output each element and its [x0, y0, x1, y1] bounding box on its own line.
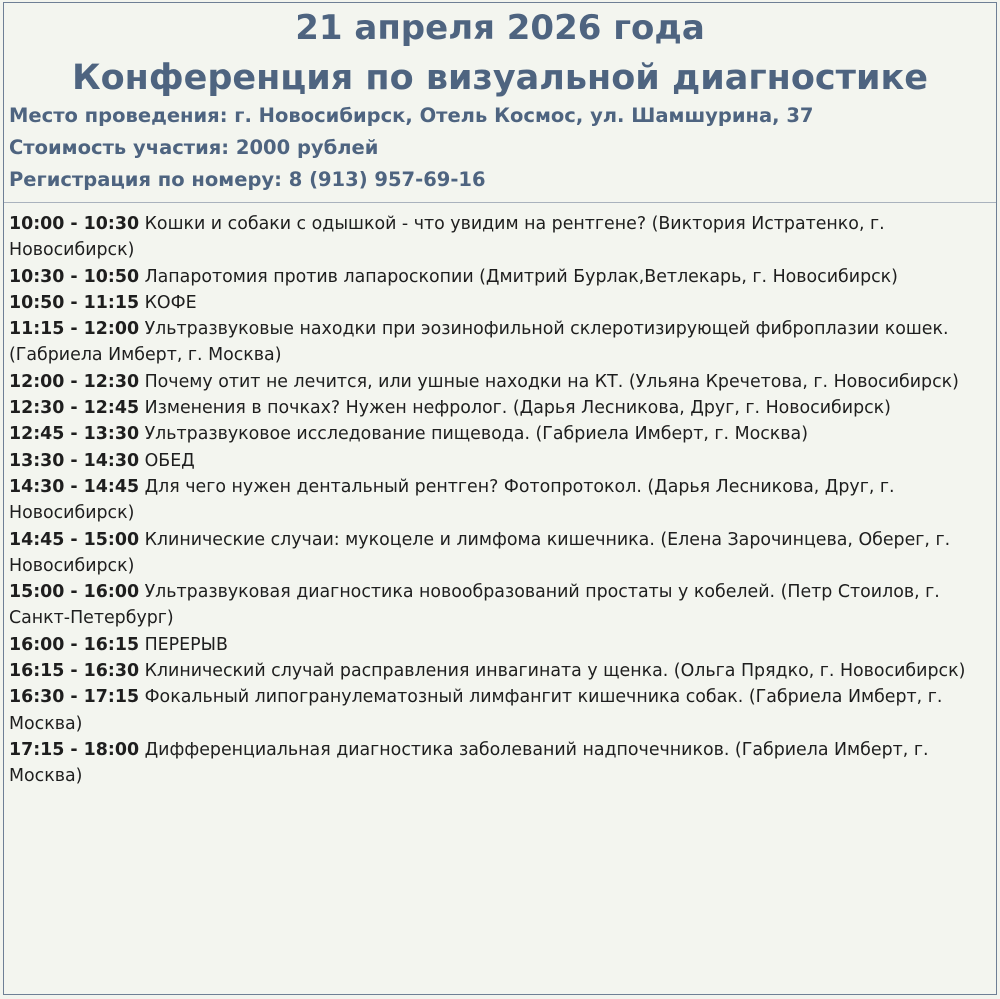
registration-line: Регистрация по номеру: 8 (913) 957-69-16 [9, 168, 486, 191]
schedule-text: Клинические случаи: мукоцеле и лимфома кишечника. (Елена Зарочинцева, Оберег, г. Новосибирск) [9, 529, 951, 576]
schedule-text: Кошки и собаки с одышкой - что увидим на рентгене? (Виктория Истратенко, г. Новосибирск) [9, 214, 885, 261]
schedule-text: Ультразвуковое исследование пищевода. (Габриела Имберт, г. Москва) [144, 424, 808, 445]
event-date: 21 апреля 2026 года [295, 8, 705, 48]
schedule-text: Клинический случай расправления инвагината у щенка. (Ольга Прядко, г. Новосибирск) [144, 661, 966, 682]
event-info [4, 100, 996, 196]
schedule-item [9, 211, 994, 264]
schedule-time: 10:30 - 10:50 [9, 266, 140, 287]
schedule-text: Лапаротомия против лапароскопии (Дмитрий Бурлак,Ветлекарь, г. Новосибирск) [144, 266, 898, 287]
schedule-time: 16:00 - 16:15 [9, 634, 140, 655]
schedule-text: Почему отит не лечится, или ушные находки на КТ. (Ульяна Кречетова, г. Новосибирск) [144, 371, 959, 392]
cost-line: Стоимость участия: 2000 рублей [9, 136, 379, 159]
schedule-time: 10:50 - 11:15 [9, 292, 140, 313]
schedule-item [9, 264, 994, 290]
schedule-item [9, 421, 994, 447]
schedule-item [9, 632, 994, 658]
schedule-item [9, 290, 994, 316]
schedule-text: КОФЕ [144, 292, 197, 313]
schedule-time: 15:00 - 16:00 [9, 582, 140, 603]
schedule-text: Дифференциальная диагностика заболеваний надпочечников. (Габриела Имберт, г. Москва) [9, 739, 929, 787]
schedule-time: 16:15 - 16:30 [9, 661, 140, 682]
schedule-item [9, 474, 994, 527]
schedule-item [9, 737, 994, 790]
schedule-item [9, 316, 994, 369]
schedule-text: Ультразвуковая диагностика новообразований простаты у кобелей. (Петр Стоилов, г. Санкт-Петербург) [9, 582, 940, 629]
schedule-time: 12:00 - 12:30 [9, 371, 140, 392]
schedule-time: 14:30 - 14:45 [9, 476, 140, 497]
schedule-text: Ультразвуковые находки при эозинофильной склеротизирующей фиброплазии кошек. (Габриела Имберт, г. Москва) [9, 319, 949, 366]
schedule-item [9, 527, 994, 580]
schedule-item [9, 579, 994, 632]
event-title: Конференция по визуальной диагностике [72, 58, 928, 98]
schedule-text: ПЕРЕРЫВ [144, 634, 228, 655]
schedule-item [9, 395, 994, 421]
schedule-item [9, 448, 994, 474]
venue-line: Место проведения: г. Новосибирск, Отель Космос, ул. Шамшурина, 37 [9, 104, 814, 127]
schedule-text: ОБЕД [144, 450, 195, 471]
schedule-text: Для чего нужен дентальный рентген? Фотопротокол. (Дарья Лесникова, Друг, г. Новосибирск) [9, 476, 895, 524]
schedule-time: 13:30 - 14:30 [9, 450, 140, 471]
schedule-item [9, 658, 994, 684]
schedule-text: Фокальный липогранулематозный лимфангит кишечника собак. (Габриела Имберт, г. Москва) [9, 687, 943, 734]
schedule-time: 12:45 - 13:30 [9, 424, 140, 445]
conference-flyer [3, 2, 997, 995]
flyer-header [4, 7, 996, 100]
schedule-time: 12:30 - 12:45 [9, 398, 140, 419]
schedule-item [9, 684, 994, 737]
schedule-list [4, 203, 996, 790]
schedule-time: 16:30 - 17:15 [9, 687, 140, 708]
schedule-text: Изменения в почках? Нужен нефролог. (Дарья Лесникова, Друг, г. Новосибирск) [144, 398, 891, 419]
schedule-time: 14:45 - 15:00 [9, 529, 140, 550]
schedule-time: 10:00 - 10:30 [9, 214, 140, 234]
schedule-item [9, 369, 994, 395]
schedule-time: 11:15 - 12:00 [9, 319, 140, 340]
schedule-time: 17:15 - 18:00 [9, 739, 140, 760]
